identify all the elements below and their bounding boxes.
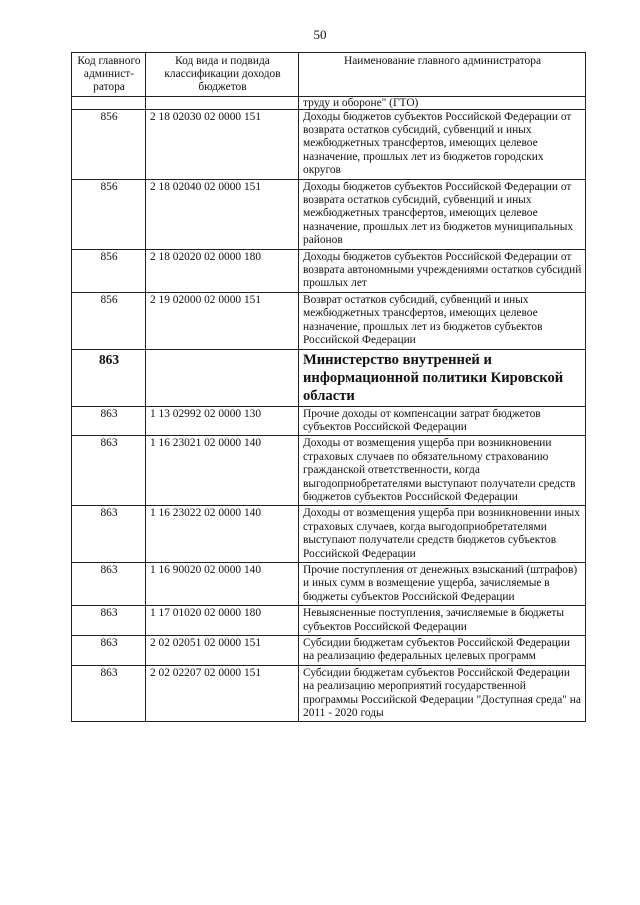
header-admin-name: Наименование главного администратора [299, 53, 586, 97]
table-row [72, 562, 586, 605]
income-code-cell: 2 18 02030 02 0000 151 [146, 109, 299, 179]
admin-name-cell: Невыясненные поступления, зачисляемые в бюджеты субъектов Российской Федерации [299, 606, 586, 636]
income-code-cell [146, 349, 299, 406]
table-row [72, 606, 586, 636]
table-row [72, 109, 586, 179]
income-code-cell: 2 02 02207 02 0000 151 [146, 665, 299, 722]
admin-name-cell: Доходы от возмещения ущерба при возникновении страховых случаев по обязательному страхованию гражданской ответственности, когда выгодоприобретателями выступают получатели средств бюджетов субъектов Российской Федерации [299, 436, 586, 506]
admin-name-cell: Министерство внутренней и информационной политики Кировской области [299, 349, 586, 406]
income-code-cell: 2 02 02051 02 0000 151 [146, 636, 299, 666]
admin-name-cell: Доходы бюджетов субъектов Российской Федерации от возврата автономными учреждениями остатков субсидий прошлых лет [299, 249, 586, 292]
continuation-code-cell [72, 96, 146, 109]
page-number: 50 [313, 27, 327, 42]
admin-code-cell: 863 [72, 636, 146, 666]
admin-name-cell: Доходы от возмещения ущерба при возникновении иных страховых случаев, когда выгодоприобретателями выступают получатели средств бюджетов субъектов Российской Федерации [299, 506, 586, 563]
admin-code-cell: 863 [72, 436, 146, 506]
admin-code-cell: 856 [72, 109, 146, 179]
admin-name-cell: Прочие поступления от денежных взысканий (штрафов) и иных сумм в возмещение ущерба, зачисляемые в бюджеты субъектов Российской Федерации [299, 562, 586, 605]
admin-name-cell: Доходы бюджетов субъектов Российской Федерации от возврата остатков субсидий, субвенций и иных межбюджетных трансфертов, имеющих целевое назначение, прошлых лет из бюджетов городских округов [299, 109, 586, 179]
admin-name-cell: Субсидии бюджетам субъектов Российской Федерации на реализацию федеральных целевых программ [299, 636, 586, 666]
continuation-row [72, 96, 586, 109]
admin-code-cell: 863 [72, 606, 146, 636]
income-code-cell: 2 19 02000 02 0000 151 [146, 292, 299, 349]
table-row [72, 292, 586, 349]
table-row [72, 636, 586, 666]
admin-name-cell: Доходы бюджетов субъектов Российской Федерации от возврата остатков субсидий, субвенций и иных межбюджетных трансфертов, имеющих целевое назначение, прошлых лет из бюджетов муниципальных районов [299, 179, 586, 249]
income-code-cell: 1 16 23022 02 0000 140 [146, 506, 299, 563]
table-header-row [72, 53, 586, 97]
header-income-code: Код вида и подвида классификации доходов бюджетов [146, 53, 299, 97]
admin-code-cell: 863 [72, 506, 146, 563]
admin-code-cell: 856 [72, 179, 146, 249]
admin-code-cell: 856 [72, 249, 146, 292]
table-row [72, 249, 586, 292]
admin-code-cell: 863 [72, 562, 146, 605]
continuation-name-cell: труду и обороне" (ГТО) [299, 96, 586, 109]
table-row [72, 665, 586, 722]
table-row [72, 506, 586, 563]
table-body [72, 96, 586, 722]
income-code-cell: 1 13 02992 02 0000 130 [146, 406, 299, 436]
admin-name-cell: Возврат остатков субсидий, субвенций и иных межбюджетных трансфертов, имеющих целевое назначение, прошлых лет из бюджетов субъектов Российской Федерации [299, 292, 586, 349]
income-code-cell: 2 18 02040 02 0000 151 [146, 179, 299, 249]
ministry-header-row [72, 349, 586, 406]
admin-code-cell: 863 [72, 406, 146, 436]
admin-code-cell: 863 [72, 349, 146, 406]
header-admin-code: Код главного админист-ратора [72, 53, 146, 97]
income-code-cell: 1 16 23021 02 0000 140 [146, 436, 299, 506]
continuation-kbk-cell [146, 96, 299, 109]
table-row [72, 406, 586, 436]
table-row [72, 436, 586, 506]
admin-code-cell: 863 [72, 665, 146, 722]
income-code-cell: 1 16 90020 02 0000 140 [146, 562, 299, 605]
income-code-cell: 1 17 01020 02 0000 180 [146, 606, 299, 636]
admin-name-cell: Прочие доходы от компенсации затрат бюджетов субъектов Российской Федерации [299, 406, 586, 436]
budget-classification-table [71, 52, 586, 722]
table-row [72, 179, 586, 249]
income-code-cell: 2 18 02020 02 0000 180 [146, 249, 299, 292]
admin-code-cell: 856 [72, 292, 146, 349]
admin-name-cell: Субсидии бюджетам субъектов Российской Федерации на реализацию мероприятий государственной программы Российской Федерации "Доступная среда" на 2011 - 2020 годы [299, 665, 586, 722]
